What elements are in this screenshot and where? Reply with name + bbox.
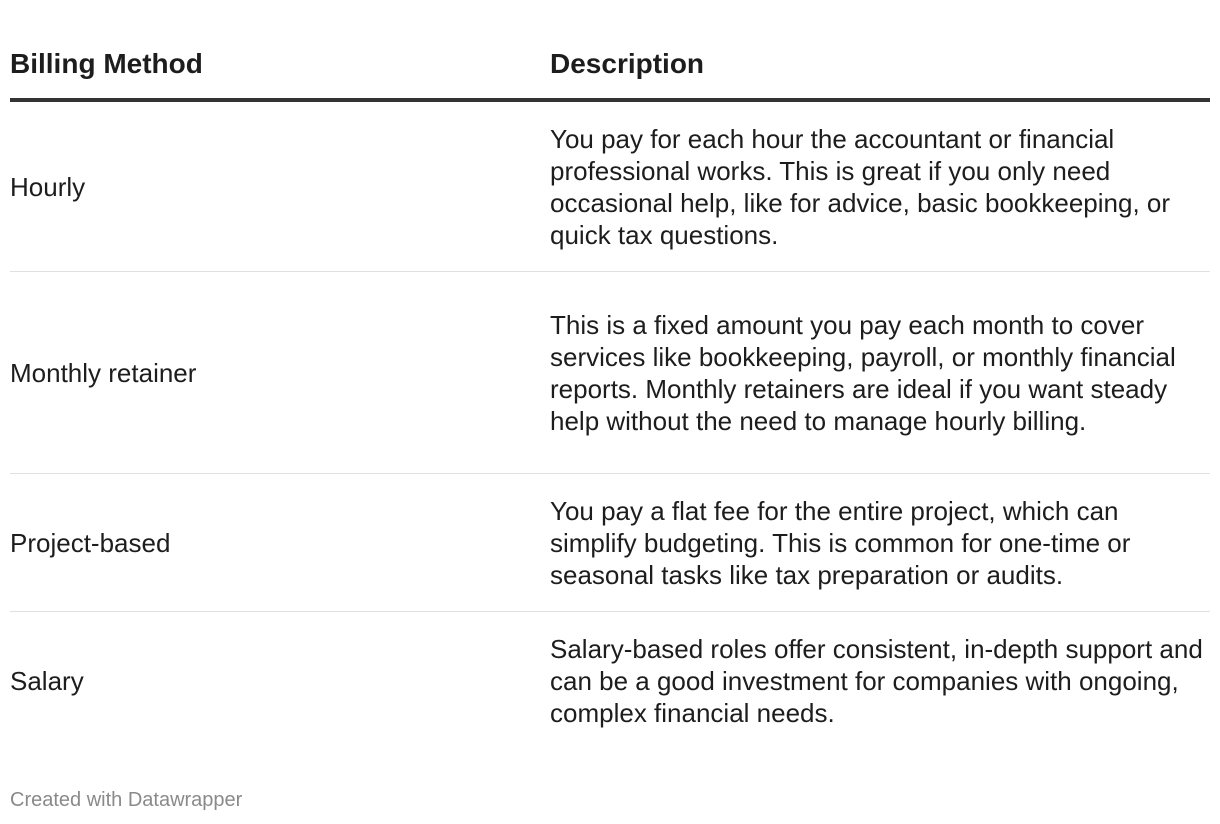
table-header-row [10,0,1210,102]
header-billing-method: Billing Method [10,48,203,79]
cell-description: You pay for each hour the accountant or financial professional works. This is great if you only need occasional help, like for advice, basic bookkeeping, or quick tax questions. [550,123,1171,250]
cell-description: You pay a flat fee for the entire project, which can simplify budgeting. This is common for one-time or seasonal tasks like tax preparation or audits. [550,495,1131,590]
datawrapper-credit[interactable]: Created with Datawrapper [10,789,243,811]
table-row [10,474,1210,612]
billing-methods-table [10,0,1210,750]
cell-description: Salary-based roles offer consistent, in-depth support and can be a good investment for companies with ongoing, complex financial needs. [550,634,1203,728]
table-row [10,102,1210,272]
header-description: Description [550,48,705,79]
cell-description: This is a fixed amount you pay each month to cover services like bookkeeping, payroll, or monthly financial reports. Monthly retainers are ideal if you want steady help without the need to manage hourly billing. [550,309,1176,436]
cell-billing-method: Project-based [10,527,171,558]
table-row [10,612,1210,750]
cell-billing-method: Monthly retainer [10,357,197,388]
cell-billing-method: Salary [10,666,84,696]
cell-billing-method: Hourly [10,171,86,202]
table-row [10,272,1210,474]
